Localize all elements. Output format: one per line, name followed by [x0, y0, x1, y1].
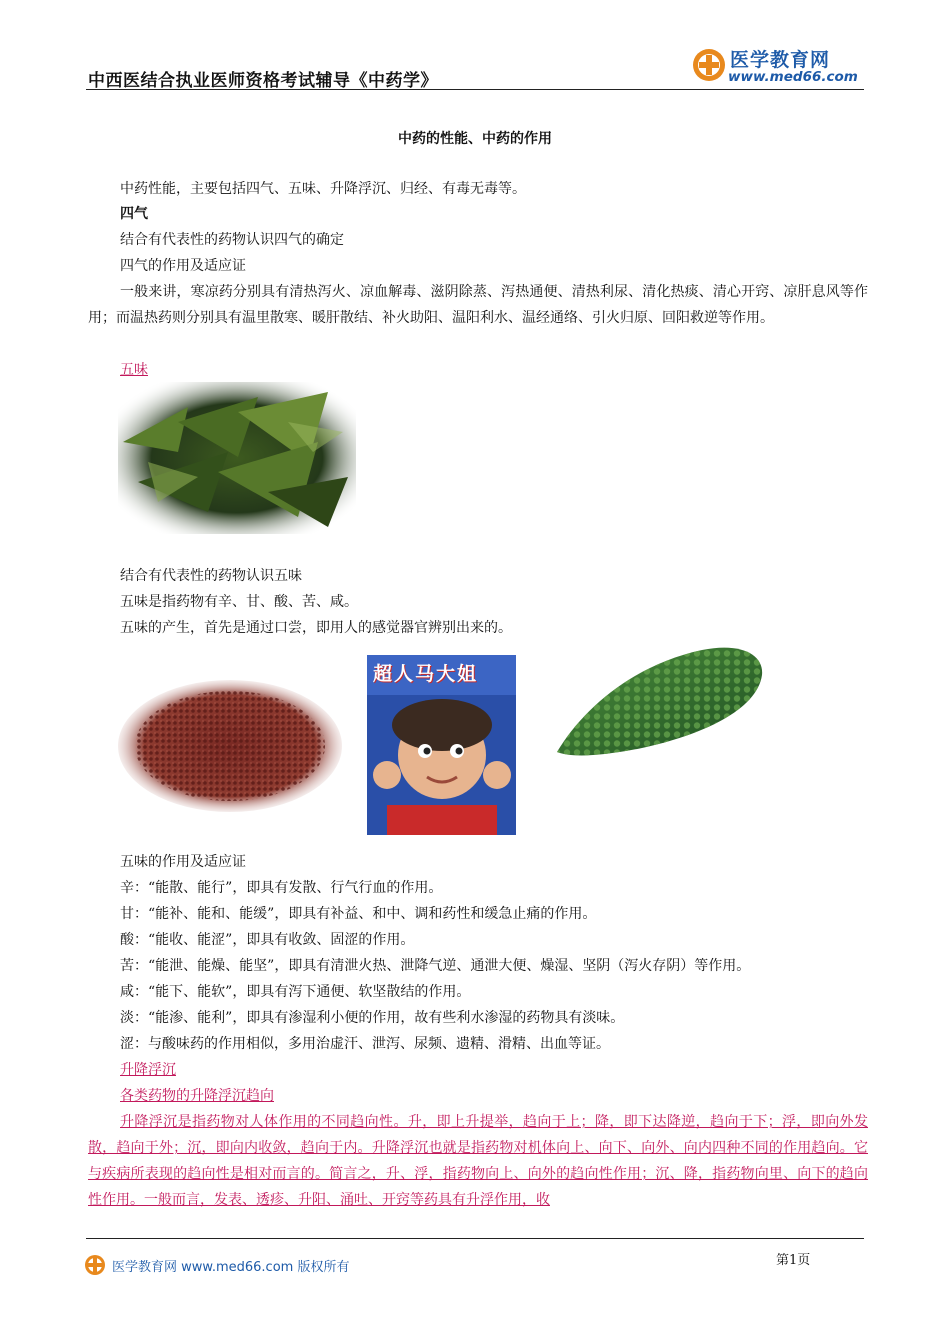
superman-poster-image [367, 655, 516, 835]
footer-divider [86, 1238, 864, 1239]
siqi-line-1: 结合有代表性的药物认识四气的确定 [120, 232, 344, 248]
sjfc-link[interactable]: 升降浮沉 [120, 1062, 176, 1078]
logo-name: 医学教育网 [730, 49, 831, 71]
siqi-heading: 四气 [120, 206, 148, 222]
logo-url: www.med66.com [728, 69, 858, 85]
sjfc-sub-link[interactable]: 各类药物的升降浮沉趋向 [120, 1088, 274, 1104]
wuwei-link[interactable]: 五味 [120, 362, 148, 378]
taste-dan: 淡：“能渗、能利”，即具有渗湿利小便的作用，故有些利水渗湿的药物具有淡味。 [120, 1010, 625, 1026]
page-number: 第1页 [776, 1253, 811, 1268]
kelp-image [118, 382, 356, 534]
wuwei-effects-heading: 五味的作用及适应证 [120, 854, 246, 870]
pepper-seeds-image [118, 678, 343, 813]
header-divider [86, 89, 864, 90]
taste-suan: 酸：“能收、能涩”，即具有收敛、固涩的作用。 [120, 932, 415, 948]
taste-gan: 甘：“能补、能和、能缓”，即具有补益、和中、调和药性和缓急止痛的作用。 [120, 906, 597, 922]
siqi-body: 一般来讲，寒凉药分别具有清热泻火、凉血解毒、滋阴除蒸、泻热通便、清热利尿、清化热痰、清心开窍、凉肝息风等作用；而温热药则分别具有温里散寒、暖肝散结、补火助阳、温阳利水、温经通络、引火归原、回阳救逆等作用。 [88, 284, 868, 326]
taste-xian: 咸：“能下、能软”，即具有泻下通便、软坚散结的作用。 [120, 984, 471, 1000]
intro-paragraph: 中药性能，主要包括四气、五味、升降浮沉、归经、有毒无毒等。 [120, 181, 526, 197]
footer-copyright: 医学教育网 www.med66.com 版权所有 [112, 1260, 350, 1275]
poster-caption: 超人马大姐 [373, 663, 479, 685]
taste-xin: 辛：“能散、能行”，即具有发散、行气行血的作用。 [120, 880, 443, 896]
bitter-melon-image [552, 640, 770, 760]
wuwei-line-1: 结合有代表性的药物认识五味 [120, 568, 302, 584]
wuwei-line-2: 五味是指药物有辛、甘、酸、苦、咸。 [120, 594, 358, 610]
footer-logo-icon [84, 1254, 106, 1276]
header-logo[interactable] [692, 44, 864, 88]
taste-ku: 苦：“能泄、能燥、能坚”，即具有清泄火热、泄降气逆、通泄大便、燥湿、坚阴（泻火存阴）等作用。 [120, 958, 751, 974]
taste-se: 涩：与酸味药的作用相似，多用治虚汗、泄泻、尿频、遗精、滑精、出血等证。 [120, 1036, 610, 1052]
logo-cross-icon [692, 48, 726, 82]
header-title: 中西医结合执业医师资格考试辅导《中药学》 [88, 71, 438, 91]
sjfc-body[interactable]: 升降浮沉是指药物对人体作用的不同趋向性。升，即上升提举，趋向于上；降，即下达降逆，趋向于下；浮，即向外发散，趋向于外；沉，即向内收敛，趋向于内。升降浮沉也就是指药物对机体向上、向下、向外、向内四种不同的作用趋向。它与疾病所表现的趋向性是相对而言的。简言之，升、浮，指药物向上、向外的趋向性作用；沉、降，指药物向里、向下的趋向性作用。一般而言，发表、透疹、升阳、涌吐、开窍等药具有升浮作用，收 [88, 1114, 868, 1208]
wuwei-line-3: 五味的产生，首先是通过口尝，即用人的感觉器官辨别出来的。 [120, 620, 512, 636]
siqi-line-2: 四气的作用及适应证 [120, 258, 246, 274]
document-title: 中药的性能、中药的作用 [398, 131, 552, 147]
